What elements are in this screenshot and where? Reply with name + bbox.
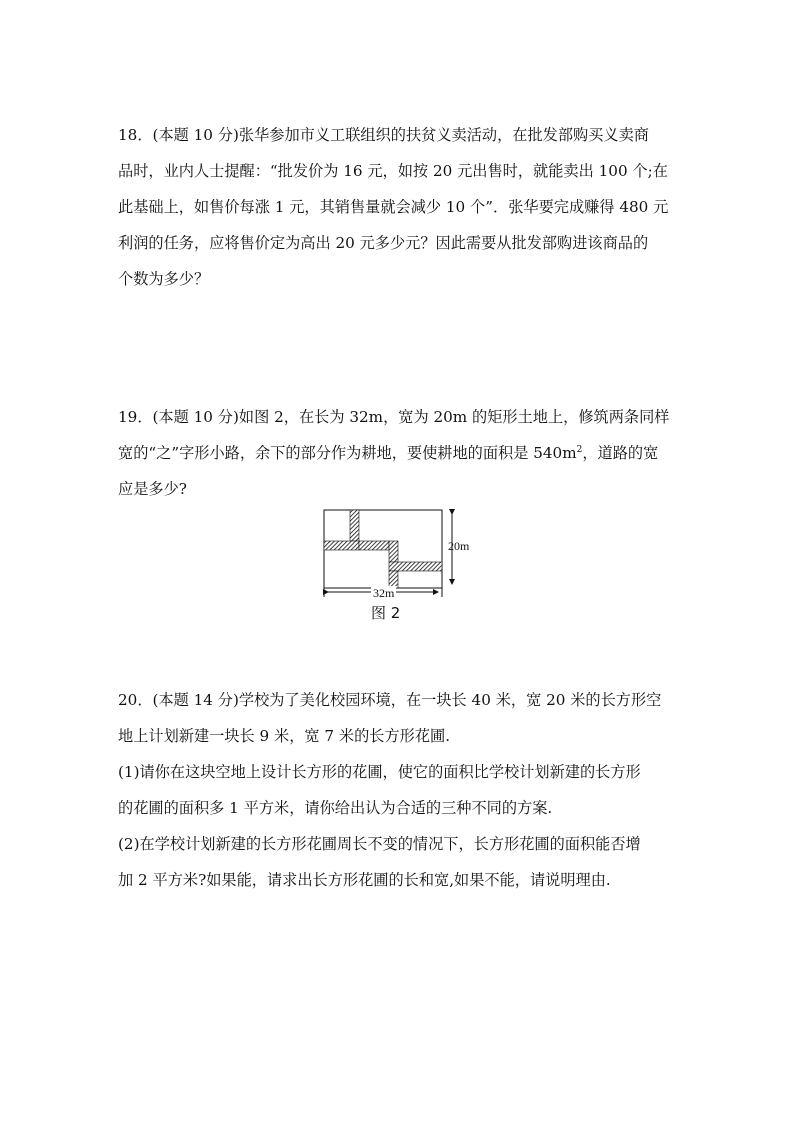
problem-19-line-1: 19．(本题 10 分)如图 2，在长为 32m，宽为 20m 的矩形土地上，修筑两条同样 <box>118 408 670 426</box>
problem-20 <box>118 682 678 898</box>
problem-19-line-2 <box>118 435 678 471</box>
height-label: 20m <box>448 539 470 553</box>
road-segment-middle-vertical <box>389 541 398 562</box>
problem-18-line-1: 18．(本题 10 分)张华参加市义工联组织的扶贫义卖活动，在批发部购买义卖商 <box>118 126 649 144</box>
road-segment-right-horizontal <box>389 562 442 571</box>
problem-18-line-3: 此基础上，如售价每涨 1 元，其销售量就会减少 10 个”．张华要完成赚得 480 元 <box>118 198 669 216</box>
problem-20-line-2: 地上计划新建一块长 9 米，宽 7 米的长方形花圃. <box>118 727 451 745</box>
problem-20-line-5: (2)在学校计划新建的长方形花圃周长不变的情况下，长方形花圃的面积能否增 <box>118 835 641 853</box>
problem-19-line-2-text: 宽的“之”字形小路，余下的部分作为耕地，要使耕地的面积是 540m <box>118 444 577 462</box>
problem-19-line-3: 应是多少? <box>118 480 187 498</box>
problem-18-line-2: 品时，业内人士提醒：“批发价为 16 元，如按 20 元出售时，就能卖出 100 个;在 <box>118 162 668 180</box>
figure-2 <box>318 506 468 626</box>
problem-20-line-3: (1)请你在这块空地上设计长方形的花圃，使它的面积比学校计划新建的长方形 <box>118 763 641 781</box>
problem-19-line-2-tail: ，道路的宽 <box>582 444 659 462</box>
area-unit-superscript: 2 <box>576 444 583 455</box>
problem-20-line-6: 加 2 平方米?如果能，请求出长方形花圃的长和宽,如果不能，请说明理由. <box>118 871 611 889</box>
problem-18-line-4: 利润的任务，应将售价定为高出 20 元多少元？因此需要从批发部购进该商品的 <box>118 234 649 252</box>
problem-18-line-5: 个数为多少？ <box>118 270 210 288</box>
problem-18 <box>118 117 678 297</box>
figure-caption: 图 2 <box>371 604 401 622</box>
road-segment-middle-horizontal <box>359 541 389 550</box>
problem-20-line-4: 的花圃的面积多 1 平方米，请你给出认为合适的三种不同的方案. <box>118 799 553 817</box>
problem-19 <box>118 399 678 507</box>
road-segment-top-vertical <box>350 510 359 541</box>
road-segment-left-horizontal <box>324 541 359 550</box>
problem-20-line-1: 20．(本题 14 分)学校为了美化校园环境，在一块长 40 米，宽 20 米的长方形空 <box>118 691 662 709</box>
width-label: 32m <box>373 586 395 600</box>
